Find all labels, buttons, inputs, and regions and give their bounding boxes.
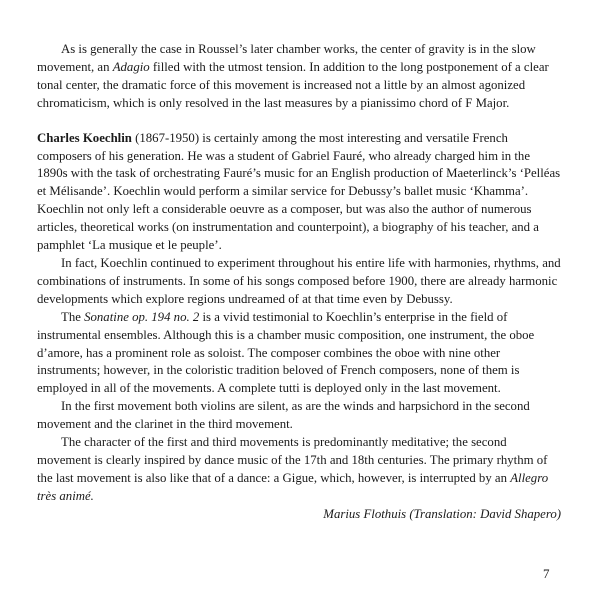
composer-name: Charles Koechlin xyxy=(37,130,132,145)
paragraph-koechlin-intro xyxy=(37,130,563,255)
italic-title: Adagio xyxy=(112,59,150,74)
italic-title: Sonatine op. 194 no. 2 xyxy=(84,309,200,324)
paragraph-text: (1867-1950) is certainly among the most interesting and versatile French composers of his generation. He was a student of Gabriel Fauré, who already charged him in the 1890s with the task of orchestrating Fauré’s music for an English production of Maeterlinck’s ‘Pelléas et Mélisande’. Koechlin would perform a similar service for Debussy’s ballet music ‘Khamma’. Koechlin not only left a considerable oeuvre as a composer, but was also the author of numerous articles, theoretical works (on instrumentation and counterpoint), a biography of his teacher, and a pamphlet ‘La musique et le peuple’. xyxy=(37,130,561,253)
paragraph-text: filled with the utmost tension. In addition to the long postponement of a clear tonal center, the dramatic force of this movement is increased not a little by an almost agonized chromaticism, which is only resolved in the last measures by a pianissimo chord of F Major. xyxy=(37,59,549,110)
paragraph-experiment xyxy=(37,255,563,309)
paragraph-roussel xyxy=(37,41,563,113)
paragraph-text: is a vivid testimonial to Koechlin’s enterprise in the field of instrumental ensembles. Although this is a chamber music composition, one instrument, the oboe d’amore, has a prominent role as soloist. The composer combines the oboe with nine other instruments; however, in the coloristic tradition beloved of French composers, none of them is employed in all of the movements. A complete tutti is deployed only in the last movement. xyxy=(37,309,535,396)
paragraph-character xyxy=(37,434,563,506)
signature: Marius Flothuis (Translation: David Shapero) xyxy=(323,506,561,521)
paragraph-text: In the first movement both violins are silent, as are the winds and harpsichord in the second movement and the clarinet in the third movement. xyxy=(37,399,530,432)
paragraph-text: The xyxy=(61,309,85,324)
paragraph-text: As is generally the case in Roussel’s later chamber works, the center of gravity is in the slow movement, an xyxy=(37,42,536,74)
paragraph-text: The character of the first and third movements is predominantly meditative; the second movement is clearly inspired by dance music of the 17th and 18th centuries. The primary rhythm of the last movement is also like that of a dance: a Gigue, which, however, is interrupted by an xyxy=(37,435,548,485)
page-number: 7 xyxy=(543,566,550,581)
paragraph-text: In fact, Koechlin continued to experiment throughout his entire life with harmonies, rhythms, and combinations of instruments. In some of his songs composed before 1900, there are already harmonic developments which explore regions undreamed of at that time even by Debussy. xyxy=(37,255,561,306)
text-column xyxy=(37,41,563,524)
italic-title: Allegro très animé. xyxy=(37,470,549,503)
paragraph-sonatine xyxy=(37,309,563,399)
paragraph-first-movement xyxy=(37,398,563,434)
